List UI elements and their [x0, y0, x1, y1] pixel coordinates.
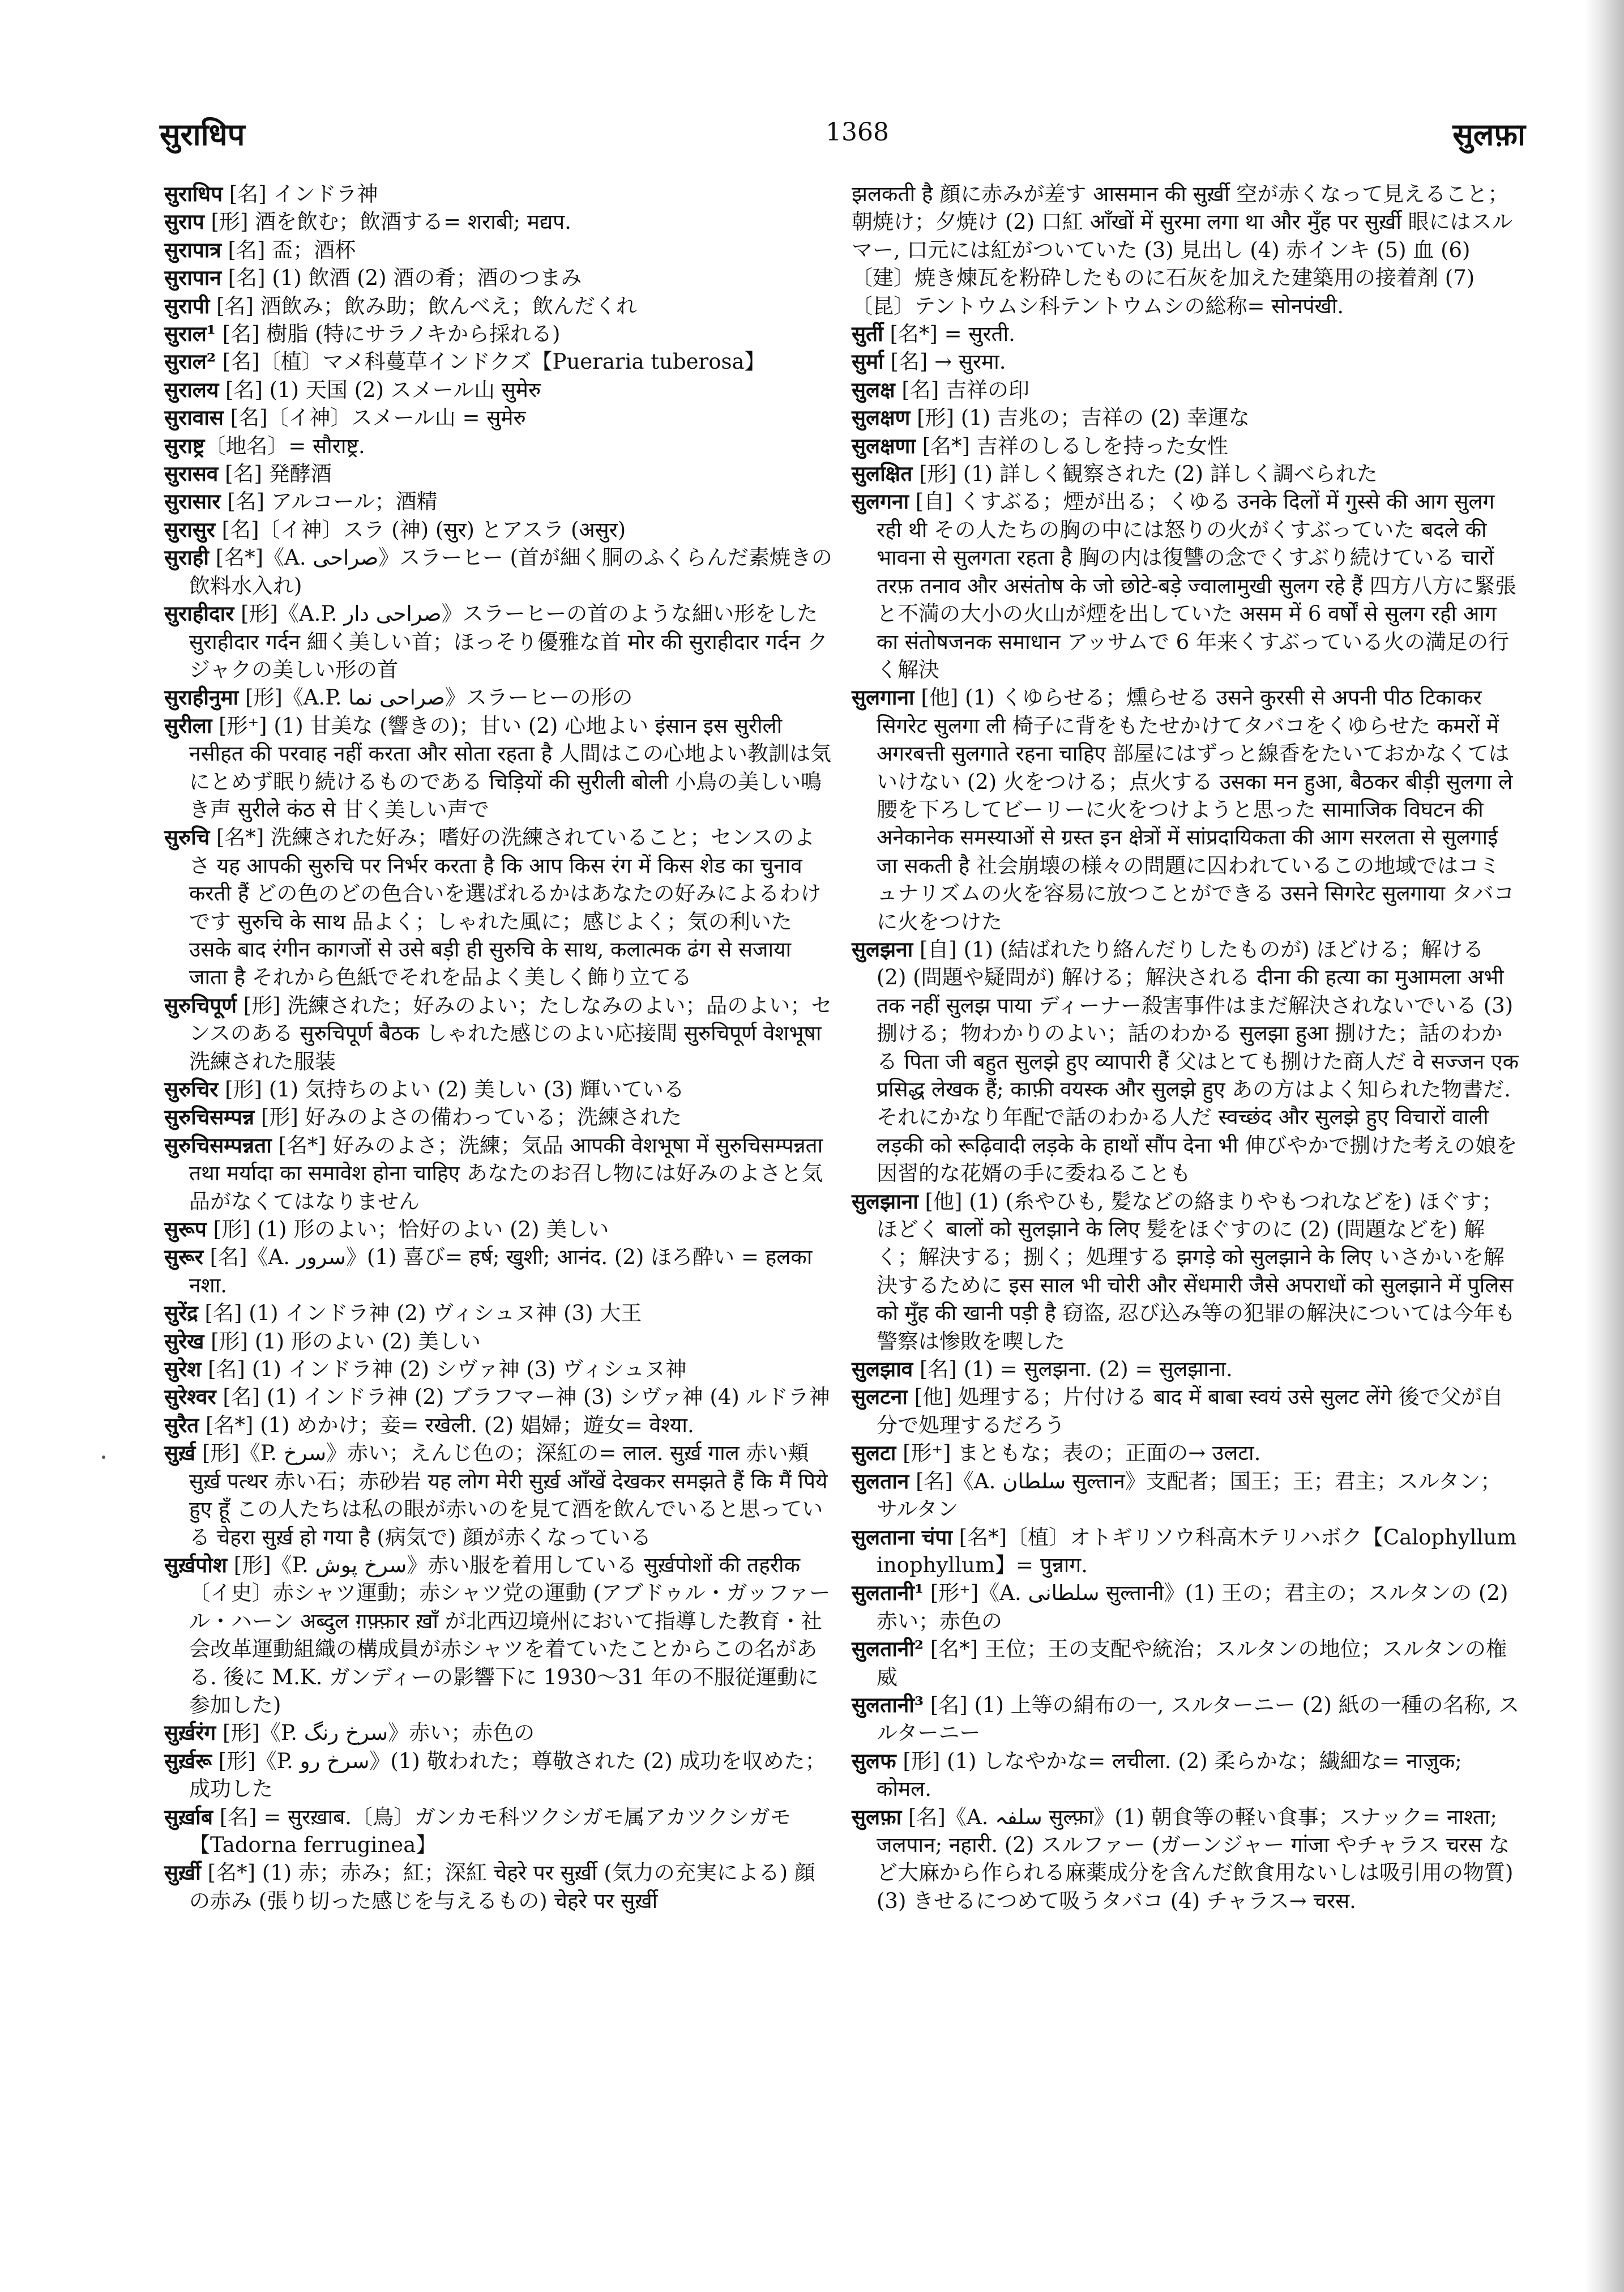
- dictionary-entry: [164, 516, 832, 544]
- entry-definition: [名] (1) 天国 (2) スメール山 सुमेरु: [219, 377, 541, 402]
- stray-mark: [102, 1456, 105, 1459]
- entry-headword: सुराहीदार: [164, 601, 234, 626]
- entry-definition: [名] 盃；酒杯: [221, 237, 356, 262]
- dictionary-entry: [164, 1411, 832, 1439]
- entry-headword: सुलक्षित: [852, 461, 913, 486]
- entry-definition: [名] 樹脂 (特にサラノキから採れる): [216, 322, 561, 347]
- entry-headword: सुराधिप: [164, 181, 223, 206]
- entry-headword: सुराही: [164, 545, 209, 570]
- entry-definition: [名] (1) = सुलझना. (2) = सुलझाना.: [913, 1357, 1233, 1382]
- entry-definition: [名] (1) インドラ神 (2) シヴァ神 (3) ヴィシュヌ神: [201, 1357, 687, 1382]
- entry-definition: [名]《A. سرور》(1) 喜び= हर्ष; खुशी; आनंद. (2) ほろ酔い = हलका नशा.: [189, 1245, 813, 1297]
- entry-headword: सुर्ख़पोश: [164, 1552, 228, 1577]
- entry-headword: सुर्ख़रू: [164, 1748, 212, 1773]
- entry-definition: [名*]〔植〕オトギリソウ科高木テリハボク【Calophyllum inophyllum】= पुन्नाग.: [877, 1525, 1517, 1577]
- dictionary-entry: [164, 432, 832, 460]
- dictionary-entry: [852, 1383, 1520, 1439]
- entry-definition: [名*] 好みのよさ；洗練；気品 आपकी वेशभूषा में सुरुचिसम्पन्नता तथा मर्यादा का समावेश होना चाहिए あなたのお召し物には好みのよさと気品がなくてはなりません: [189, 1133, 823, 1214]
- entry-headword: सुराल²: [164, 349, 216, 374]
- dictionary-entry: [852, 348, 1520, 375]
- entry-headword: सुलझाव: [852, 1356, 913, 1382]
- dictionary-entry: [164, 460, 832, 488]
- dictionary-entry: [852, 460, 1520, 488]
- entry-headword: सुर्ख़ी: [164, 1860, 201, 1885]
- dictionary-entry: [164, 1103, 832, 1131]
- dictionary-entry: [852, 1467, 1520, 1523]
- entry-definition: [名] (1) 上等の絹布の一, スルターニー (2) 紙の一種の名称, スルターニー: [877, 1692, 1520, 1745]
- entry-headword: सुरासार: [164, 489, 221, 514]
- entry-headword: सुर्मा: [852, 349, 884, 374]
- entry-definition: [形]《A.P. صراحی دار》スラーヒーの首のような細い形をした सुराहीदार गर्दन 細く美しい首；ほっそり優雅な首 मोर की सुराहीदार गर्दन クジャクの美しい形の首: [189, 601, 828, 682]
- entry-headword: सुलटना: [852, 1384, 908, 1410]
- entry-headword: सुरुचि: [164, 825, 210, 850]
- entry-definition: [名*] 吉祥のしるしを持った女性: [915, 433, 1228, 458]
- entry-headword: सुरेख: [164, 1328, 204, 1354]
- dictionary-entry: [164, 1383, 832, 1411]
- dictionary-entry: [164, 264, 832, 292]
- dictionary-entry: [852, 1635, 1520, 1691]
- entry-definition: [名] 発酵酒: [218, 462, 332, 486]
- entry-headword: सुलफ: [852, 1748, 896, 1773]
- dictionary-entry: [852, 1523, 1520, 1580]
- dictionary-entry: [164, 1075, 832, 1103]
- dictionary-entry: [852, 180, 1520, 320]
- entry-definition: [形] (1) 形のよい (2) 美しい: [204, 1329, 481, 1354]
- entry-headword: सुलक्षणा: [852, 433, 916, 458]
- entry-headword: सुरेंद्र: [164, 1300, 198, 1326]
- dictionary-entry: [164, 1243, 832, 1299]
- entry-definition: [名]《A. سلفہ सुल्फ़ा》(1) 朝食等の軽い食事；スナック= नाश्ता; जलपान; नहारी. (2) スルファー (ガーンジャー गांजा やチャラス चरस など大麻から作られる麻薬成分を含んだ飲食用ないしは吸引用の物質) (3) きせるにつめて吸うタバコ (4) チャラス→ चरस.: [877, 1804, 1514, 1913]
- dictionary-entry: [164, 376, 832, 404]
- entry-headword: सुरुचिर: [164, 1077, 219, 1102]
- entry-definition: [形]《P. سرخ رو》(1) 敬われた；尊敬された (2) 成功を収めた；成功した: [189, 1748, 826, 1802]
- entry-headword: सुलझना: [852, 936, 913, 962]
- dictionary-entry: [164, 544, 832, 600]
- dictionary-entry: [164, 1299, 832, 1327]
- dictionary-entry: [164, 488, 832, 515]
- entry-definition: [名*]《A. صراحی》スラーヒー (首が細く胴のふくらんだ素焼きの飲料水入れ): [189, 545, 832, 598]
- guide-word-right: सुलफ़ा: [1452, 116, 1525, 152]
- dictionary-entry: [852, 1355, 1520, 1383]
- entry-definition: [形] (1) しなやかな= लचीला. (2) 柔らかな；繊細な= नाज़ुक; कोमल.: [877, 1748, 1462, 1802]
- dictionary-entry: [164, 1132, 832, 1215]
- entry-definition: [自] くすぶる；煙が出る；くゆる उनके दिलों में गुस्से की आग सुलग रही थी その人たちの胸の中には怒りの火がくすぶっていた बदले की भावना से सुलगता रहता है 胸の内は復讐の念でくすぶり続けている चारों तरफ़ तनाव और असंतोष के जो छोटे-बड़े ज्वालामुखी सुलग रहे हैं 四方八方に緊張と不満の大小の火山が煙を出していた असम में 6 वर्षों से सुलग रही आग का संतोषजनक समाधान アッサムで 6 年来くすぶっている火の満足の行く解決: [877, 489, 1516, 682]
- entry-headword: सुरासुर: [164, 517, 215, 542]
- dictionary-entry: [164, 1551, 832, 1719]
- entry-headword: सुरुचिपूर्ण: [164, 992, 237, 1018]
- entry-definition: [形] 好みのよさの備わっている；洗練された: [254, 1105, 682, 1130]
- entry-definition: 〔地名〕= सौराष्ट्र.: [204, 433, 365, 458]
- dictionary-entry: [852, 1747, 1520, 1803]
- entry-definition: [名]〔イ神〕スラ (神) (सुर) とアスラ (असुर): [215, 517, 626, 542]
- dictionary-entry: [852, 936, 1520, 1188]
- entry-headword: सुरीला: [164, 712, 212, 738]
- entry-headword: सुर्ती: [852, 321, 883, 347]
- entry-headword: सुर्ख़: [164, 1440, 196, 1466]
- entry-definition: [名]〔イ神〕スメール山 = सुमेरु: [223, 406, 526, 430]
- entry-definition: [名*] 洗練された好み；嗜好の洗練されていること；センスのよさ यह आपकी सुरुचि पर निर्भर करता है कि आप किस रंग में किस शेड का चुनाव करती हैं どの色のどの色合いを選ばれるかはあなたの好みによるわけです सुरुचि के साथ 品よく；しゃれた風に；感じよく；気の利いた उसके बाद रंगीन कागजों से उसे बड़ी ही सुरुचि के साथ, कलात्मक ढंग से सजाया जाता है それから色紙でそれを品よく美しく飾り立てる: [189, 825, 822, 990]
- entry-headword: सुरावास: [164, 405, 224, 430]
- dictionary-entry: [164, 1747, 832, 1803]
- entry-headword: सुलगना: [852, 489, 909, 514]
- entry-definition: [名] インドラ神: [223, 182, 378, 206]
- entry-headword: सुलक्षण: [852, 405, 911, 430]
- entry-definition: [形] (1) 形のよい；恰好のよい (2) 美しい: [206, 1217, 609, 1242]
- entry-definition: [自] (1) (結ばれたり絡んだりしたものが) ほどける；解ける (2) (問題や疑問が) 解ける；解決される दीना की हत्या का मुआमला अभी तक नहीं सुलझ पाया ディーナー殺害事件はまだ解決されないでいる (3) 捌ける；物わかりのよい；話のわかる सुलझा हुआ 捌けた；話のわかる पिता जी बहुत सुलझे हुए व्यापारी हैं 父はとても捌けた商人だ वे सज्जन एक प्रसिद्ध लेखक हैं; काफ़ी वयस्क और सुलझे हुए あの方はよく知られた物書だ. それにかなり年配で話のわかる人だ स्वच्छंद और सुलझे हुए विचारों वाली लड़की को रूढ़िवादी लड़के के हाथों सौंप देना भी 伸びやかで捌けた考えの娘を因習的な花婿の手に委ねることも: [877, 937, 1519, 1186]
- entry-headword: सुर्ख़रंग: [164, 1720, 216, 1745]
- page-edge-shadow: [1584, 0, 1624, 2292]
- entry-definition: [名*] (1) めかけ；妾= रखेली. (2) 娼婦；遊女= वेश्या.: [199, 1412, 694, 1437]
- dictionary-entry: [164, 1859, 832, 1915]
- entry-headword: सुरुचिसम्पन्न: [164, 1104, 255, 1130]
- entry-definition: [名] (1) 飲酒 (2) 酒の肴；酒のつまみ: [221, 266, 582, 291]
- entry-headword: सुलगाना: [852, 685, 914, 710]
- guide-word-left: सुराधिप: [160, 116, 245, 152]
- entry-definition: [形⁺] まともな；表の；正面の→ उलटा.: [896, 1441, 1261, 1466]
- entry-headword: सुरूप: [164, 1217, 207, 1242]
- dictionary-entry: [164, 992, 832, 1075]
- dictionary-entry: [852, 1691, 1520, 1747]
- entry-headword: सुराप: [164, 209, 204, 234]
- dictionary-entry: [852, 320, 1520, 348]
- entry-definition: [名*] 王位；王の支配や統治；スルタンの地位；スルタンの権威: [877, 1637, 1507, 1689]
- dictionary-entry: [164, 236, 832, 264]
- entry-definition: [形]《P. سرخ》赤い；えんじ色の；深紅の= लाल. सुर्ख़ गाल 赤い頬 सुर्ख़ पत्थर 赤い石；赤砂岩 यह लोग मेरी सुर्ख़ आँखें देखकर समझते हैं कि मैं पिये हुए हूँ この人たちは私の眼が赤いのを見て酒を飲んでいると思っている चेहरा सुर्ख़ हो गया है (病気で) 顔が赤くなっている: [189, 1441, 828, 1550]
- dictionary-entry: [852, 432, 1520, 460]
- page-number: 1368: [826, 118, 889, 147]
- entry-definition: [他] (1) (糸やひも, 髪などの絡まりやもつれなどを) ほぐす；ほどく बालों को सुलझाने के लिए 髪をほぐすのに (2) (問題などを) 解く；解決する；捌く；処理する झगड़े को सुलझाने के लिए いさかいを解決するために इस साल भी चोरी और सेंधमारी जैसे अपराधों को सुलझाने में पुलिस को मुँह की खानी पड़ी है 窃盗, 忍び込み等の犯罪の解決については今年も警察は惨敗を喫した: [877, 1189, 1516, 1354]
- dictionary-entry: [164, 208, 832, 236]
- entry-definition: [形] (1) 詳しく観察された (2) 詳しく調べられた: [912, 462, 1378, 486]
- entry-definition: [名]〔植〕マメ科蔓草インドクズ【Pueraria tuberosa】: [216, 349, 766, 374]
- entry-headword: सुलतानी³: [852, 1692, 924, 1717]
- entry-definition: [名] → सुरमा.: [883, 349, 1006, 374]
- entry-headword: सुलझाना: [852, 1188, 918, 1214]
- entry-definition: [他] (1) くゆらせる；燻らせる उसने कुरसी से अपनी पीठ टिकाकर सिगरेट सुलगा ली 椅子に背をもたせかけてタバコをくゆらせた कमरों में अगरबत्ती सुलगाते रहना चाहिए 部屋にはずっと線香をたいておかなくてはいけない (2) 火をつける；点火する उसका मन हुआ, बैठकर बीड़ी सुलगा ले 腰を下ろしてビーリーに火をつけようと思った सामाजिक विघटन की अनेकानेक समस्याओं से ग्रस्त इन क्षेत्रों में सांप्रदायिकता की आग सरलता से सुलगाई जा सकती है 社会崩壊の様々の問題に囚われているこの地域ではコミュナリズムの火を容易に放つことができる उसने सिगरेट सुलगाया タバコに火をつけた: [877, 685, 1515, 934]
- entry-headword: सुलटा: [852, 1440, 896, 1466]
- entry-headword: सुराष्ट्र: [164, 433, 205, 458]
- entry-definition: [形] (1) 気持ちのよい (2) 美しい (3) 輝いている: [218, 1077, 685, 1102]
- entry-definition: झलकती है 顔に赤みが差す आसमान की सुर्ख़ी 空が赤くなって見えること；朝焼け；夕焼け (2) 口紅 आँखों में सुरमा लगा था और मुँह पर सुर्ख़ी 眼にはスルマー, 口元には紅がついていた (3) 見出し (4) 赤インキ (5) 血 (6)〔建〕焼き煉瓦を粉砕したものに石灰を加えた建築用の接着剤 (7)〔昆〕テントウムシ科テントウムシの総称= सोनपंखी.: [852, 182, 1513, 318]
- entry-headword: सुर्ख़ाब: [164, 1804, 213, 1829]
- entry-headword: सुरूर: [164, 1244, 203, 1270]
- entry-definition: [形]《P. سرخ رنگ》赤い；赤色の: [216, 1721, 535, 1745]
- dictionary-entry: [164, 180, 832, 208]
- entry-definition: [形⁺]《A. سلطانی सुल्तानी》(1) 王の；君主の；スルタンの (2) 赤い；赤色の: [877, 1581, 1508, 1633]
- entry-headword: सुलतान: [852, 1468, 909, 1493]
- entry-definition: [形] 洗練された；好みのよい；たしなみのよい；品のよい；センスのある सुरुचिपूर्ण बैठक しゃれた感じのよい応接間 सुरुचिपूर्ण वेशभूषा 洗練された服装: [189, 993, 832, 1074]
- dictionary-entry: [164, 404, 832, 432]
- entry-definition: [形⁺] (1) 甘美な (響きの)；甘い (2) 心地よい इंसान इस सुरीली नसीहत की परवाह नहीं करता और सोता रहता है 人間はこの心地よい教訓は気にとめず眠り続けるものである चिड़ियों की सुरीली बोली 小鳥の美しい鳴き声 सुरीले कंठ से 甘く美しい声で: [189, 713, 832, 822]
- dictionary-entry: [164, 1328, 832, 1355]
- entry-headword: सुलतानी²: [852, 1636, 924, 1662]
- dictionary-entry: [164, 823, 832, 991]
- dictionary-entry: [852, 376, 1520, 404]
- dictionary-entry: [164, 1719, 832, 1747]
- entry-headword: सुलतानी¹: [852, 1580, 924, 1606]
- dictionary-entry: [852, 1579, 1520, 1635]
- entry-headword: सुलफ़ा: [852, 1804, 902, 1829]
- entry-headword: सुरुचिसम्पन्नता: [164, 1132, 272, 1158]
- dictionary-entry: [164, 348, 832, 375]
- dictionary-entry: [852, 1188, 1520, 1355]
- entry-definition: [名] (1) インドラ神 (2) ブラフマー神 (3) シヴァ神 (4) ルドラ神: [216, 1385, 830, 1410]
- entry-headword: सुरापी: [164, 293, 210, 318]
- dictionary-entry: [852, 684, 1520, 936]
- entry-definition: [名] アルコール；酒精: [220, 489, 438, 514]
- entry-headword: सुरैत: [164, 1412, 199, 1437]
- entry-headword: सुरालय: [164, 377, 219, 402]
- entry-headword: सुरेश: [164, 1356, 202, 1382]
- entry-headword: सुलताना चंपा: [852, 1524, 952, 1550]
- dictionary-entry: [852, 1439, 1520, 1467]
- dictionary-entry: [164, 320, 832, 348]
- dictionary-entry: [852, 488, 1520, 684]
- entry-definition: [他] 処理する；片付ける बाद में बाबा स्वयं उसे सुलट लेंगे 後で父が自分で処理するだろう: [877, 1385, 1503, 1437]
- entry-definition: [形] (1) 吉兆の；吉祥の (2) 幸運な: [910, 406, 1250, 430]
- entry-definition: [名] 酒飲み；飲み助；飲んべえ；飲んだくれ: [210, 293, 637, 318]
- entry-definition: [形] 酒を飲む；飲酒する= शराबी; मद्यप.: [204, 210, 571, 234]
- entry-definition: [名*] (1) 赤；赤み；紅；深紅 चेहरे पर सुर्ख़ी (気力の充実による) 顔の赤み (張り切った感じを与えるもの) चेहरे पर सुर्ख़ी: [189, 1860, 815, 1913]
- dictionary-entry: [164, 1355, 832, 1383]
- entry-definition: [形]《A.P. صراحی نما》スラーヒーの形の: [238, 685, 633, 710]
- dictionary-entry: [852, 1803, 1520, 1915]
- right-column: [852, 180, 1520, 1915]
- dictionary-entry: [164, 1215, 832, 1243]
- dictionary-entry: [164, 712, 832, 824]
- entry-headword: सुलक्ष: [852, 377, 895, 402]
- entry-definition: [名]《A. سلطان सुल्तान》支配者；国王；王；君主；スルタン；サルタン: [877, 1469, 1502, 1522]
- entry-headword: सुरापान: [164, 265, 221, 291]
- dictionary-entry: [164, 1803, 832, 1859]
- entry-definition: [名] 吉祥の印: [895, 377, 1030, 402]
- entry-headword: सुराल¹: [164, 321, 216, 347]
- entry-definition: [形]《P. سرخ پوش》赤い服を着用している सुर्ख़पोशों की तहरीक〔イ史〕赤シャツ運動；赤シャツ党の運動 (アブドゥル・ガッファール・ハーン अब्दुल ग़फ़्फ़ार ख़ाँ が北西辺境州において指導した教育・社会改革運動組織の構成員が赤シャツを着ていたことからこの名がある. 後に M.K. ガンディーの影響下に 1930〜31 年の不服従運動に参加した): [189, 1552, 831, 1717]
- dictionary-entry: [164, 600, 832, 684]
- entry-definition: [名] = सुरख़ाब.〔鳥〕ガンカモ科ツクシガモ属アカツクシガモ【Tadorna ferruginea】: [189, 1804, 791, 1857]
- dictionary-entry: [164, 1439, 832, 1551]
- dictionary-entry: [164, 292, 832, 320]
- entry-definition: [名*] = सुरती.: [883, 322, 1015, 347]
- left-column: [164, 180, 832, 1915]
- entry-definition: [名] (1) インドラ神 (2) ヴィシュヌ神 (3) 大王: [198, 1301, 642, 1326]
- dictionary-entry: [852, 404, 1520, 432]
- entry-headword: सुरासव: [164, 461, 219, 486]
- entry-headword: सुराहीनुमा: [164, 685, 239, 710]
- entry-headword: सुरेश्वर: [164, 1384, 216, 1410]
- dictionary-entry: [164, 684, 832, 711]
- entry-headword: सुरापात्र: [164, 237, 221, 262]
